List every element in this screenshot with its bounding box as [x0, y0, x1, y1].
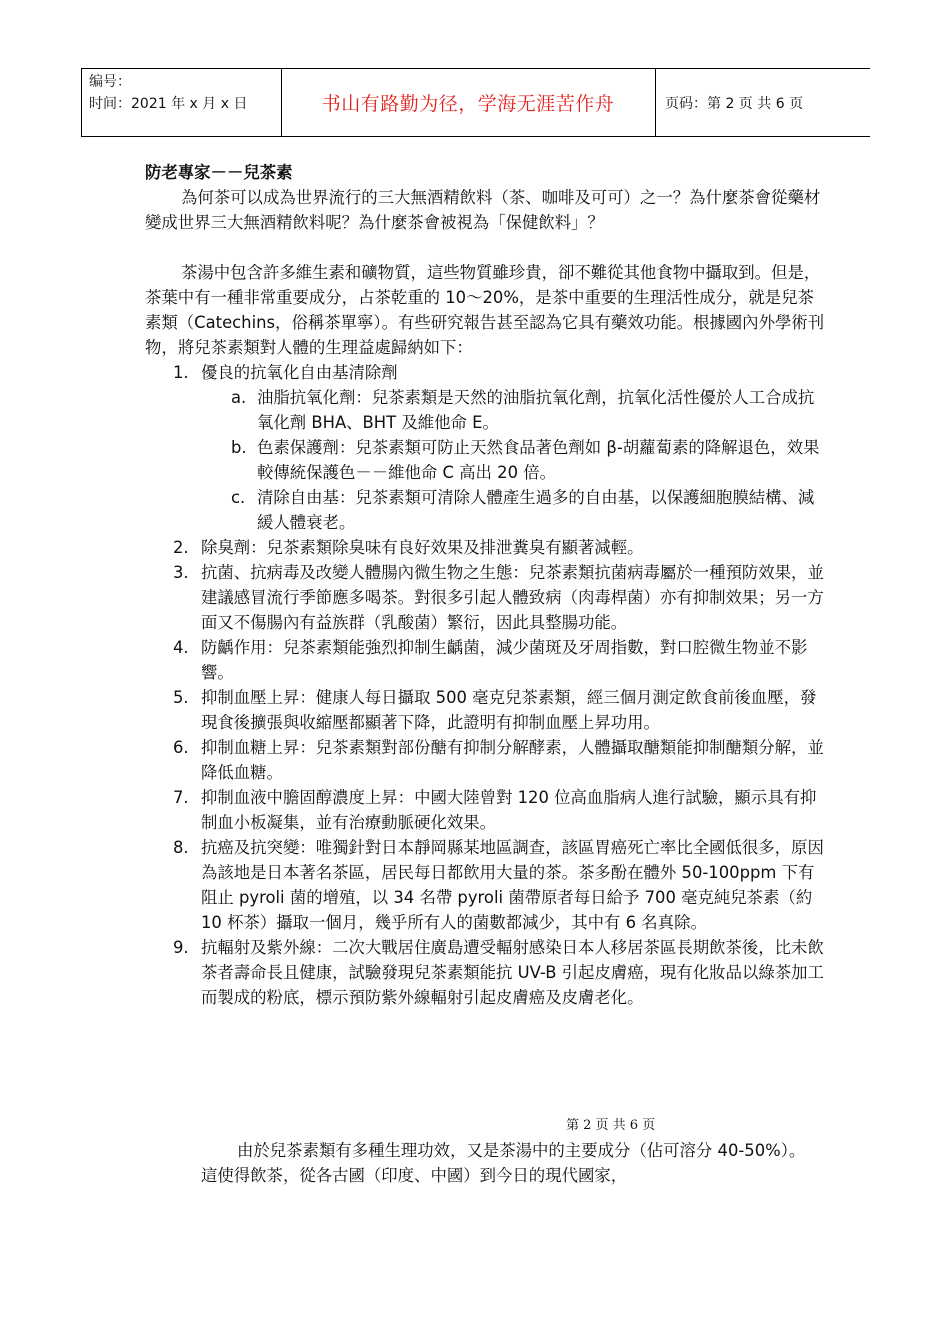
page-mark: 第 2 页 共 6 页	[566, 1118, 656, 1133]
intro-paragraph: 為何茶可以成為世界流行的三大無酒精飲料（茶、咖啡及可可）之一？為什麼茶會從藥材變成世界三大無酒精飲料呢？為什麼茶會被視為「保健飲料」？	[145, 188, 821, 232]
benefits-list	[145, 360, 825, 1010]
header-divider-2	[655, 69, 656, 136]
list-item: 7. 抑制血液中膽固醇濃度上昇：中國大陸曾對 120 位高血脂病人進行試驗，顯示具有抑制血小板凝集，並有治療動脈硬化效果。	[173, 788, 817, 832]
list-item: 1. 優良的抗氧化自由基清除劑 a. 油脂抗氧化劑：兒茶素類是天然的油脂抗氧化劑，抗氧化活性優於人工合成抗氧化劑 BHA、BHT 及維他命 E。 b. 色素保護劑：兒茶素類可防止天然食品著色劑如 β-胡蘿蔔素的降解退色，效果較傳統保護色－－維他命 C 高出 20 倍。 c. 清除自由基：兒茶素類可清除人體產生過多的自由基，以保護細胞膜結構、減緩人體衰老。	[145, 360, 825, 535]
header-meta	[89, 71, 247, 115]
list-item: 8. 抗癌及抗突變：唯獨針對日本靜岡縣某地區調查，該區胃癌死亡率比全國低很多，原因為該地是日本著名茶區，居民每日都飲用大量的茶。茶多酚在體外 50-100ppm 下有阻止 pyroli 菌的增殖，以 34 名帶 pyroli 菌帶原者每日給予 700 毫克純兒茶素（約 10 杯茶）攝取一個月，幾乎所有人的菌數都減少，其中有 6 名真除。	[173, 838, 824, 932]
sub-list-item: c. 清除自由基：兒茶素類可清除人體產生過多的自由基，以保護細胞膜結構、減緩人體衰老。	[231, 488, 815, 532]
header-table	[81, 68, 870, 137]
final-paragraph: 由於兒茶素類有多種生理功效，又是茶湯中的主要成分（佔可溶分 40-50%）。這使得飲茶，從各古國（印度、中國）到今日的現代國家，	[201, 1141, 806, 1185]
list-item: 9. 抗輻射及紫外線：二次大戰居住廣島遭受輻射感染日本人移居茶區長期飲茶後，比未飲茶者壽命長且健康，試驗發現兒茶素類能抗 UV-B 引起皮膚癌，現有化妝品以綠茶加工而製成的粉底，標示預防紫外線輻射引起皮膚癌及皮膚老化。	[173, 938, 824, 1007]
list-item: 3. 抗菌、抗病毒及改變人體腸內微生物之生態：兒茶素類抗菌病毒屬於一種預防效果，並建議感冒流行季節應多喝茶。對很多引起人體致病（肉毒桿菌）亦有抑制效果；另一方面又不傷腸內有益族群（乳酸菌）繁衍，因此具整腸功能。	[173, 563, 824, 632]
article-title: 防老專家－－兒茶素	[145, 163, 293, 182]
list-item: 5. 抑制血壓上昇：健康人每日攝取 500 毫克兒茶素類，經三個月測定飲食前後血壓，發現食後擴張與收縮壓都顯著下降，此證明有抑制血壓上昇功用。	[173, 688, 817, 732]
article-body	[145, 160, 825, 1010]
header-page-label: 页码：第 2 页 共 6 页	[665, 96, 804, 112]
sub-list	[201, 385, 825, 535]
number-label: 编号：	[89, 74, 131, 90]
sub-list-item: a. 油脂抗氧化劑：兒茶素類是天然的油脂抗氧化劑，抗氧化活性優於人工合成抗氧化劑 BHA、BHT 及維他命 E。	[231, 388, 815, 432]
header-motto: 书山有路勤为径，学海无涯苦作舟	[321, 93, 615, 115]
list-item: 2. 除臭劑：兒茶素類除臭味有良好效果及排泄糞臭有顯著減輕。	[173, 538, 644, 557]
list-item: 4. 防齲作用：兒茶素類能強烈抑制生齲菌，減少菌斑及牙周指數，對口腔微生物並不影響。	[173, 638, 808, 682]
list-item: 6. 抑制血糖上昇：兒茶素類對部份醣有抑制分解酵素，人體攝取醣類能抑制醣類分解，並降低血糖。	[173, 738, 824, 782]
time-label: 时间：2021 年 x 月 x 日	[89, 96, 248, 112]
sub-list-item: b. 色素保護劑：兒茶素類可防止天然食品著色劑如 β-胡蘿蔔素的降解退色，效果較傳統保護色－－維他命 C 高出 20 倍。	[231, 438, 820, 482]
header-border-left	[81, 69, 82, 136]
paragraph-2: 茶湯中包含許多維生素和礦物質，這些物質雖珍貴，卻不難從其他食物中攝取到。但是，茶葉中有一種非常重要成分，占茶乾重的 10～20%，是茶中重要的生理活性成分，就是兒茶素類（Catechins，俗稱茶單寧）。有些研究報告甚至認為它具有藥效功能。根據國內外學術刊物，將兒茶素類對人體的生理益處歸納如下：	[145, 263, 825, 357]
